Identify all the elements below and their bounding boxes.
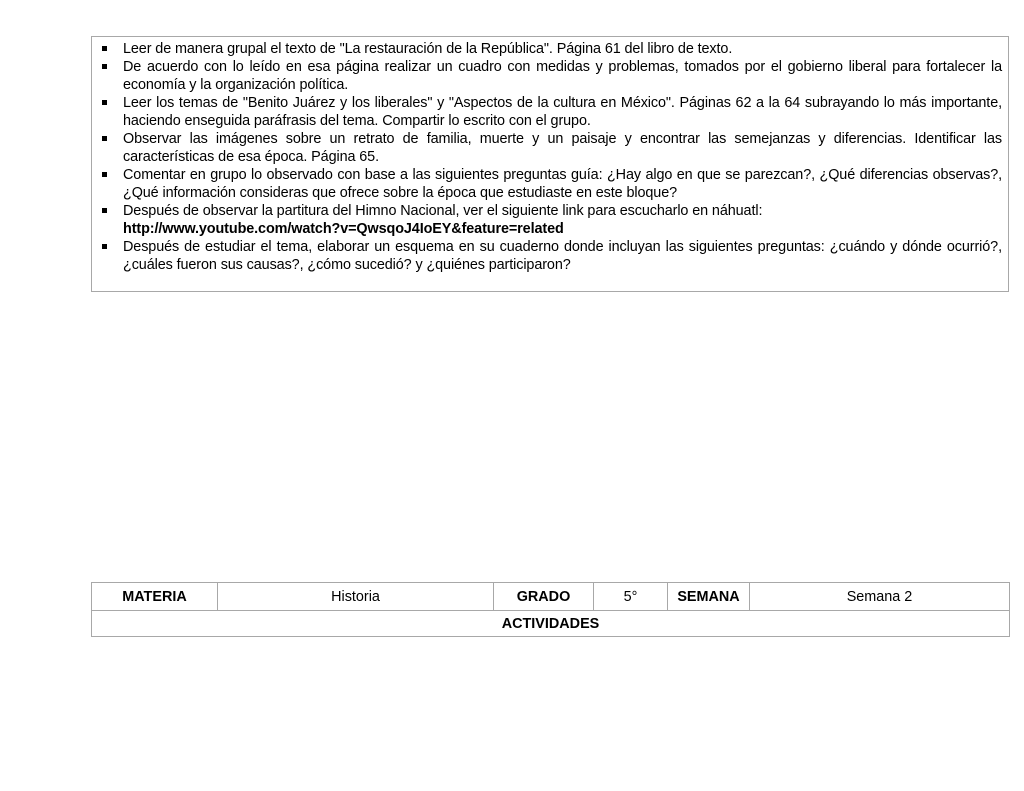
list-item [123,202,1002,238]
semana-label: SEMANA [668,583,750,611]
activity-text: De acuerdo con lo leído en esa página realizar un cuadro con medidas y problemas, tomados por el gobierno liberal para fortalecer la economía y la organización política. [123,59,1002,93]
semana-value: Semana 2 [750,583,1010,611]
actividades-label: ACTIVIDADES [92,611,1010,637]
activity-text: Observar las imágenes sobre un retrato de familia, muerte y un paisaje y encontrar las semejanzas y diferencias. Identificar las características de esa época. Página 65. [123,131,1002,165]
list-item [123,94,1002,130]
materia-label: MATERIA [92,583,218,611]
activity-text: Comentar en grupo lo observado con base a las siguientes preguntas guía: ¿Hay algo en que se parezcan?, ¿Qué diferencias observas?, ¿Qué información consideras que ofrece sobre la época que estudiaste en este bloque? [123,167,1002,201]
grado-value: 5° [594,583,668,611]
materia-value: Historia [218,583,494,611]
list-item [123,166,1002,202]
activity-text: Después de observar la partitura del Himno Nacional, ver el siguiente link para escucharlo en náhuatl: [123,203,763,219]
activities-box [91,36,1009,292]
subject-header-table [91,582,1010,637]
activity-text: Después de estudiar el tema, elaborar un esquema en su cuaderno donde incluyan las siguientes preguntas: ¿cuándo y dónde ocurrió?, ¿cuáles fueron sus causas?, ¿cómo sucedió? y ¿quiénes participaron? [123,239,1002,273]
activities-list [123,40,1002,274]
activity-text: Leer de manera grupal el texto de "La restauración de la República". Página 61 del libro de texto. [123,41,733,57]
list-item [123,130,1002,166]
youtube-link[interactable]: http://www.youtube.com/watch?v=QwsqoJ4IoEY&feature=related [123,221,564,237]
list-item [123,238,1002,274]
list-item [123,40,1002,58]
activity-text: Leer los temas de "Benito Juárez y los liberales" y "Aspectos de la cultura en México". Páginas 62 a la 64 subrayando lo más importante, haciendo enseguida paráfrasis del tema. Compartir lo escrito con el grupo. [123,95,1002,129]
list-item [123,58,1002,94]
grado-label: GRADO [494,583,594,611]
